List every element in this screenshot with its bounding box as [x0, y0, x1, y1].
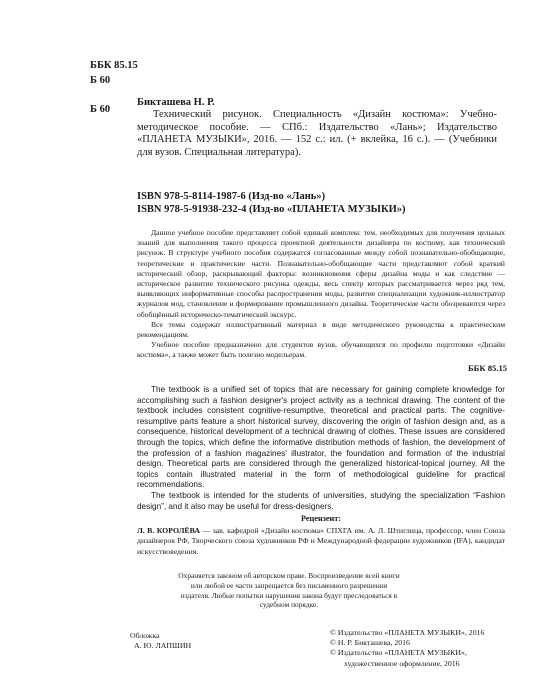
isbn-planeta: ISBN 978-5-91938-232-4 (Изд-во «ПЛАНЕТА МУЗЫКИ»)	[137, 204, 406, 215]
cover-designer: А. Ю. ЛАПШИН	[134, 641, 192, 650]
copyright-line: © Издательство «ПЛАНЕТА МУЗЫКИ»,	[330, 648, 467, 658]
cover-label: Обложка	[130, 631, 160, 640]
annotation-ru-paragraph: Учебное пособие предназначено для студентов вузов, обучающихся по профилю подготовки «Дизайн костюма», а также может быть полезно модельерам.	[137, 340, 505, 360]
annotation-en-paragraph: The textbook is a unified set of topics that are necessary for gaining complete knowledge for accomplishing such a fashion designer's project activity as a technical drawing. The content of the textbook includes consistent cognitive-resumptive, theoretical and practical parts. The cognitive-resumptive parts feature a short historical survey, discovering the origin of fashion design and, as a consequence, historical development of a technical drawing of clothes. These issues are considered through the topics, which define the informative distribution methods of fashion, the development of the profession of a fashion magazines' illustrator, the foundation and formation of the industrial design. Theoretical parts are considered through the generalized historical-topical journey. All the topics contain illustrated material in the form of methodological guideline for practical recommendations.	[137, 385, 505, 490]
catalog-code: Б 60	[90, 104, 111, 115]
bbk-header	[90, 58, 138, 88]
annotation-english	[137, 385, 505, 512]
bbk-author-index: Б 60	[90, 75, 111, 86]
isbn-block	[137, 190, 406, 216]
bbk-code: ББК 85.15	[90, 60, 138, 71]
bbk-footer-code: ББК 85.15	[468, 363, 508, 373]
reviewer-name: Л. В. КОРОЛЁВА	[137, 526, 200, 535]
annotation-ru-paragraph: Все темы содержат иллюстративный материал в виде методического руководства к практическим рекомендациям.	[137, 319, 505, 340]
cover-credit	[130, 631, 191, 651]
reviewer-details: — зав. кафедрой «Дизайн костюма» СПХГА им. А. Л. Штиглица, профессор, член Союза дизайнеров РФ, Творческого союза художников РФ и Международной федерации художников (IFA), кандидат искусствоведения.	[137, 526, 505, 556]
copyright-holders	[330, 628, 484, 669]
author-name: Бикташева Н. Р.	[137, 97, 215, 108]
bibliographic-description: Технический рисунок. Специальность «Дизайн костюма»: Учебно-методическое пособие. — СПб.: Издательство «Лань»; Издательство «ПЛАНЕТА МУЗЫКИ», 2016. — 152 с.: ил. (+ вклейка, 16 с.). — (Учебники для вузов. Специальная литература).	[137, 109, 497, 158]
copyright-line: © Издательство «ПЛАНЕТА МУЗЫКИ», 2016	[330, 628, 485, 637]
reviewer-heading: Рецензент:	[301, 514, 341, 523]
copyright-line: © Н. Р. Бикташева, 2016	[330, 638, 410, 648]
reviewer-block	[137, 526, 505, 557]
isbn-lan: ISBN 978-5-8114-1987-6 (Изд-во «Лань»)	[137, 191, 326, 202]
copyright-notice: Охраняется законом об авторском праве. Воспроизведение всей книги или любой ее части запрещается без письменного разрешения издателя. Любые попытки нарушения закона будут преследоваться в судебном порядке.	[178, 571, 400, 610]
annotation-en-paragraph: The textbook is intended for the students of universities, studying the specialization “Fashion design”, and it also may be useful for dress-designers.	[137, 490, 505, 511]
copyright-line: художественное оформление, 2016	[344, 658, 460, 668]
annotation-ru-paragraph: Данное учебное пособие представляет собой единый комплекс тем, необходимых для получения цельных знаний для выполнения такого процесса проектной деятельности дизайнера по костюму, как технический рисунок. В структуре учебного пособия содержатся согласованные между собой познавательно-обобщающие, теоретические и практические части. Познавательно-обобщающие части представляют собой краткий исторический обзор, раскрывающий факторы: возникновения сферы дизайна моды и как следствие — историческое развитие технического рисунка одежды, весь спектр которых рассматривается через ряд тем, выявляющих информативные способы распространения моды, развитие специализации художник-иллюстратор журналов мод, становление и формирование промышленного дизайна. Теоретические части обозреваются через обобщённый историческо-тематический экскурс.	[137, 228, 505, 319]
annotation-russian	[137, 228, 505, 361]
